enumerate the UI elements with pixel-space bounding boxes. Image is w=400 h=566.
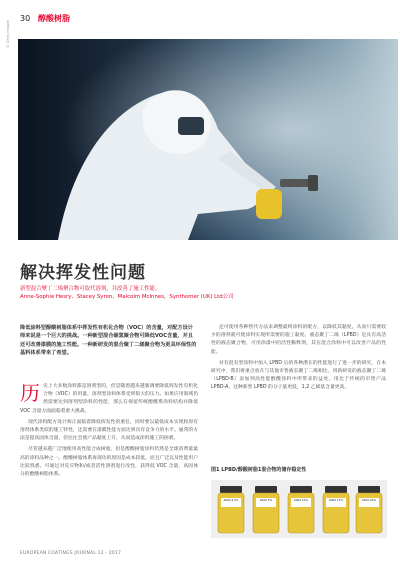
body-column-2 (211, 324, 386, 393)
footer-journal: EUROPEAN COATINGS JOURNAL 12 - 2017 (20, 551, 122, 556)
hero-photo (18, 39, 398, 240)
jar-label: 2000 15% (328, 498, 344, 502)
jar-label: 2000 2.5% (223, 498, 239, 502)
drop-cap: 历 (20, 381, 40, 405)
sample-jar (287, 486, 315, 534)
paragraph: 还可使用各种替代方法来调整最终涂料的配方，以降低其黏度。从而只需要较少的溶剂就可使涂料实现所需要的施工黏度。液态聚丁二烯（LPBD）是具有高活性的液态聚合物，可用涂漆中的活性稀释剂，其在混合涂料中可以改善产品的性能。 (211, 325, 386, 355)
paragraph: 现代涂料配方设计师正面临着降低挥发性的重任，同时要以最低成本实现和原有溶剂体系类似的施工特性，还需要在漆膜性能方面达到具有竞争力的水平。通常的方法是提高固体含量，但往往会使产品黏度上升，从而造成涂料施工的困难。 (20, 419, 198, 442)
jar-icon (217, 486, 245, 534)
jar-icon (355, 486, 383, 534)
jar-icon (322, 486, 350, 534)
jar-label: 2000 10% (293, 498, 309, 502)
jar-icon (287, 486, 315, 534)
sample-jar (355, 486, 383, 534)
sample-jar (252, 486, 280, 534)
article-title: 解决挥发性问题 (20, 263, 146, 283)
jar-label: 2000 20% (361, 498, 377, 502)
spray-painter-illustration (18, 39, 398, 240)
image-credit: © Getty Images (6, 19, 10, 48)
paragraph: 尽管越来越广泛地使用高性能合成树脂，但是醇酸树脂涂料仍然是全球消费量最高的涂料品种之一。醇酸树脂体系再现功的原因是成本较低，而且广泛以及性能用户比较熟悉。可通过对反应物和/或者活性溶剂进行改性，获得低 VOC 含量、高固体分的醇酸树脂体系。 (20, 447, 198, 478)
jar-label: 2000 5% (259, 498, 273, 502)
authors: Anne-Sophie Hesry、Stacey Syron、Malcolm McInnes，Synthomer (UK) Ltd公司 (20, 293, 234, 300)
sample-jar (322, 486, 350, 534)
body-column-1 (20, 383, 198, 479)
figure-caption: 图1 LPBD/醇酸树脂1混合物的储存稳定性 (211, 467, 307, 473)
paragraph: 对有混有型涂料中加入 LPBD 后的各种潜在的性能进行了进一步的研究，在本研究中，我们将重点放在与其他市售液态聚丁二烯相比，用新研发的液态聚丁二烯（LPBD-B）添加到高性能醇酸涂料中所带来的益处。用比于传统的市售产品 LPBD-A，这种新型 LPBD 的分子量更低，1,2 乙烯基含量更高。 (211, 360, 386, 391)
lead-paragraph: 降低涂料型醇酸树脂体系中挥发性有机化合物（VOC）的含量，对配方设计师来说是一个巨大的挑战。一种新型混合碳氢聚合物可降低VOC含量，并且还可改善漆膜的施工性能。一种新研发的混合聚丁二烯聚合物为更具环保性的基料体系带来了希望。 (20, 325, 197, 357)
figure-jars (211, 480, 387, 538)
subtitle-text: 新型混合聚丁二烯聚合物可取代溶剂，并改善了施工性能。 (20, 286, 161, 292)
jar-icon (252, 486, 280, 534)
paragraph (20, 383, 198, 416)
section-label: 醇酸树脂 (38, 14, 70, 23)
sample-jar (217, 486, 245, 534)
page-number: 30 (20, 14, 31, 23)
paragraph-text: 史上大多数涂料都是溶剂型的，但是随着越来越强调要降低挥发性有机化合物（VOC）的用量，溶剂型涂料体系受到很大的压力。如果应用领域仍然需要达到溶剂型涂料的性能，那么在保留传统醇酸系涂料结构并降低 VOC 含量方面面临着重大挑战。 (20, 384, 198, 414)
article-subtitle (20, 286, 380, 301)
